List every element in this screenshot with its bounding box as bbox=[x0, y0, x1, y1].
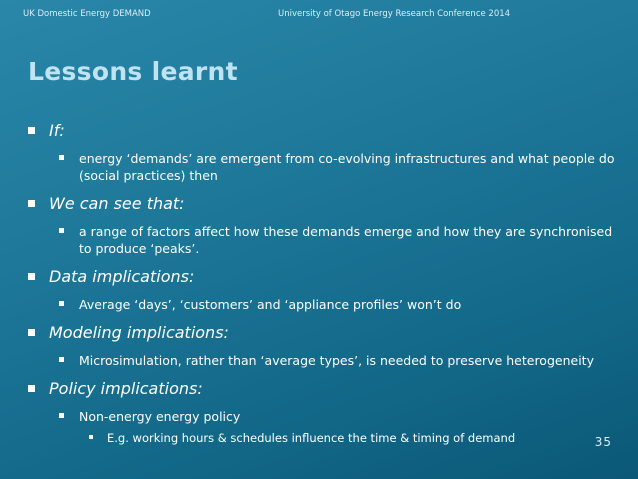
bullet-text: Modeling implications: bbox=[49, 323, 229, 342]
bullet-if bbox=[28, 121, 618, 141]
bullet-text: If: bbox=[49, 121, 65, 140]
sub-bullet-text: a range of factors affect how these demands emerge and how they are synchronised to produce ‘peaks’. bbox=[79, 224, 613, 256]
sub-bullet bbox=[28, 223, 618, 257]
bullet-text: Data implications: bbox=[49, 267, 195, 286]
header-left-text: UK Domestic Energy DEMAND bbox=[23, 9, 151, 19]
sub-bullet-text: Average ‘days’, ‘customers’ and ‘appliance profiles’ won’t do bbox=[79, 297, 462, 312]
sub-bullet-text: energy ‘demands’ are emergent from co-evolving infrastructures and what people do (social practices) then bbox=[79, 151, 615, 183]
sub-bullet-text: Microsimulation, rather than ‘average types’, is needed to preserve heterogeneity bbox=[79, 353, 594, 368]
slide-title: Lessons learnt bbox=[28, 57, 238, 86]
bullet-policy-implications bbox=[28, 379, 618, 399]
page-number: 35 bbox=[594, 435, 612, 449]
square-bullet-icon bbox=[89, 435, 93, 439]
square-bullet-icon bbox=[59, 413, 64, 418]
square-bullet-icon bbox=[59, 228, 64, 233]
square-bullet-icon bbox=[28, 273, 35, 280]
sub-bullet bbox=[28, 150, 618, 184]
square-bullet-icon bbox=[28, 127, 35, 134]
square-bullet-icon bbox=[59, 357, 64, 362]
sub-bullet bbox=[28, 352, 618, 369]
sub-bullet bbox=[28, 296, 618, 313]
square-bullet-icon bbox=[28, 329, 35, 336]
square-bullet-icon bbox=[59, 155, 64, 160]
square-bullet-icon bbox=[28, 385, 35, 392]
bullet-text: We can see that: bbox=[49, 194, 185, 213]
bullet-data-implications bbox=[28, 267, 618, 287]
sub-bullet-text: Non-energy energy policy bbox=[79, 409, 241, 424]
sub-bullet bbox=[28, 408, 618, 425]
bullet-text: Policy implications: bbox=[49, 379, 203, 398]
bullet-we-can-see bbox=[28, 194, 618, 214]
header-center-text: University of Otago Energy Research Conference 2014 bbox=[278, 9, 511, 19]
square-bullet-icon bbox=[28, 200, 35, 207]
bullet-list bbox=[28, 121, 618, 446]
sub-sub-bullet-text: E.g. working hours & schedules influence the time & timing of demand bbox=[107, 431, 516, 445]
square-bullet-icon bbox=[59, 301, 64, 306]
bullet-modeling-implications bbox=[28, 323, 618, 343]
sub-sub-bullet bbox=[28, 430, 618, 446]
